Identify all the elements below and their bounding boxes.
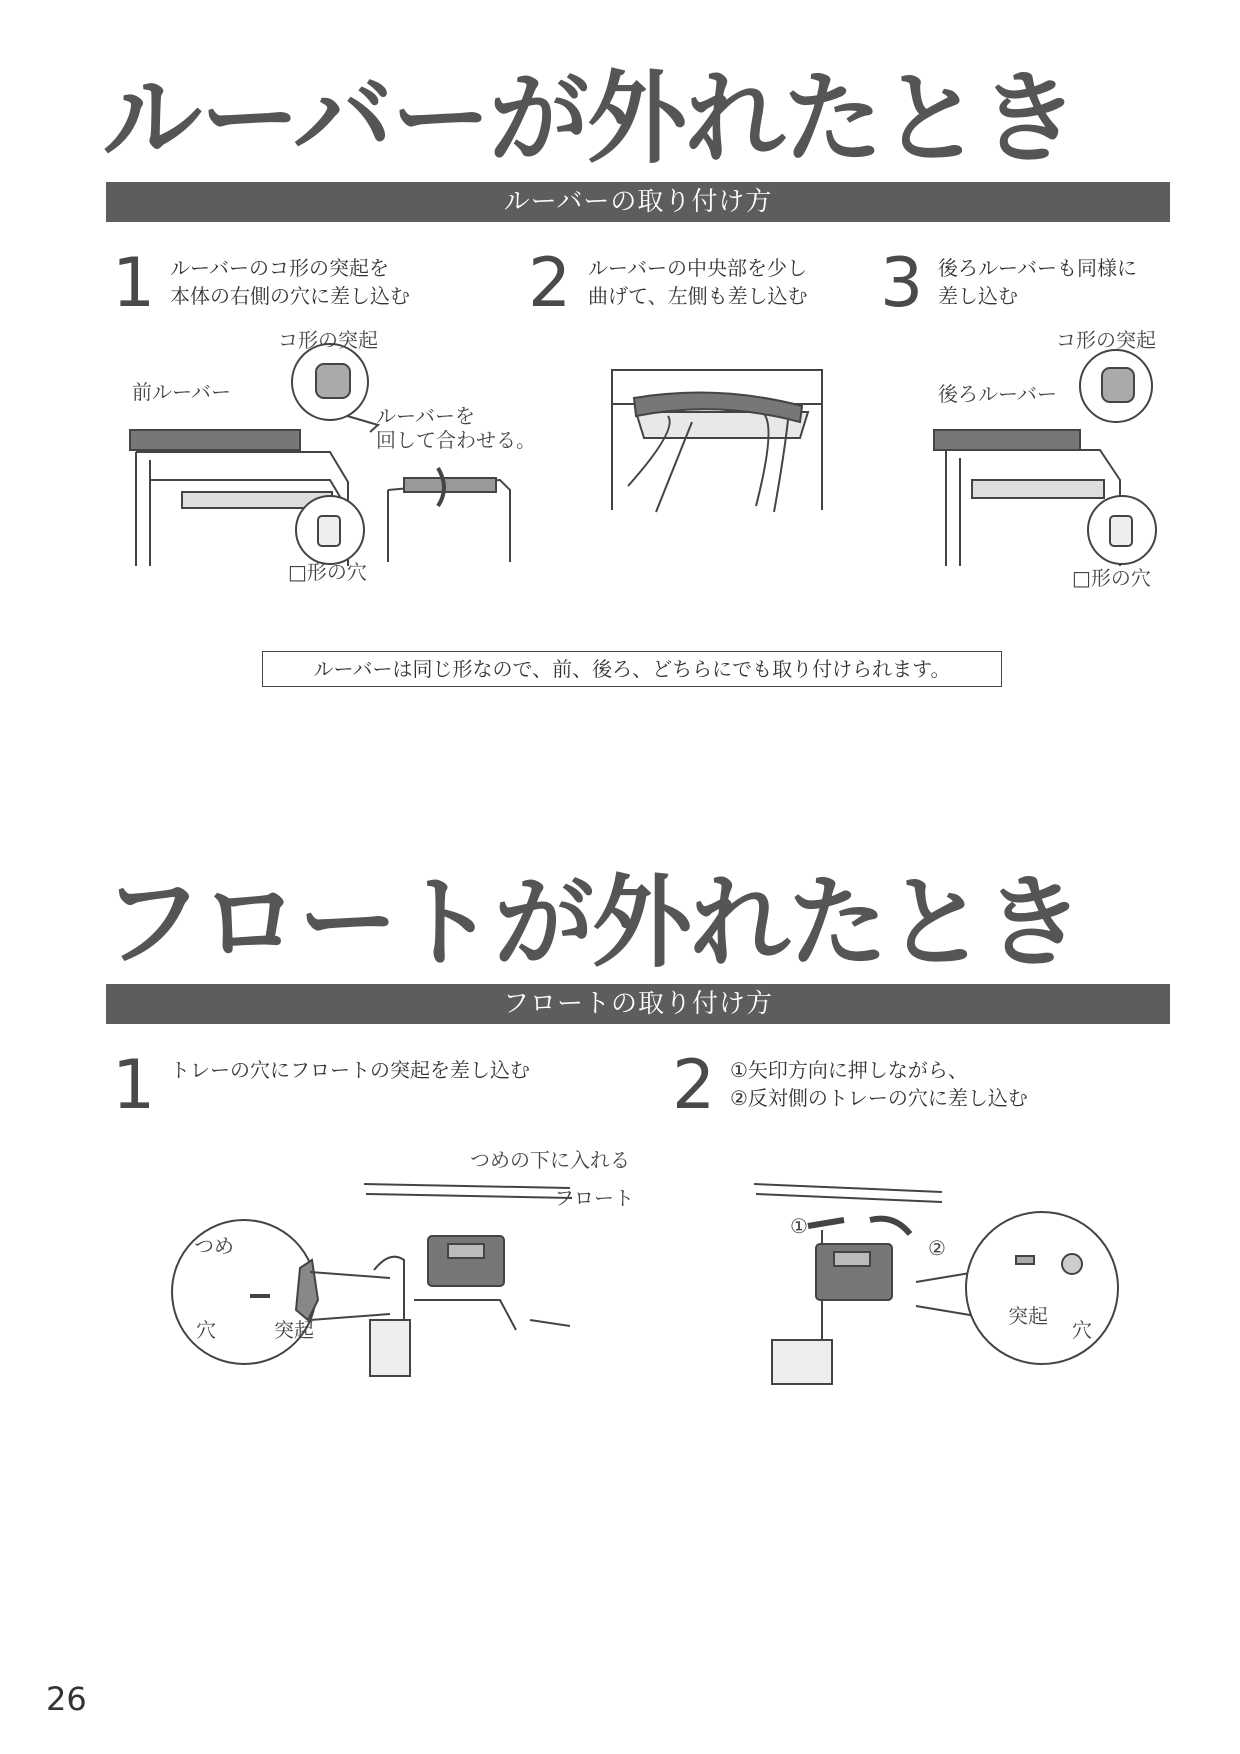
claw-under-label: つめの下に入れる [470, 1148, 630, 1172]
step-number: 1 [112, 1046, 156, 1125]
louver-step1-illustration [120, 330, 540, 590]
step-text: 後ろルーバーも同様に 差し込む [938, 256, 1137, 308]
section1-title: ルーバーが外れたとき [102, 60, 1077, 177]
step3-protrusion-label: コ形の突起 [1056, 328, 1156, 352]
hole2-label: 穴 [1072, 1318, 1092, 1342]
step3-hole-label: □形の穴 [1072, 566, 1151, 590]
step1-rotate-label: ルーバーを 回して合わせる。 [376, 404, 536, 452]
float-step2-illustration [752, 1180, 1142, 1390]
step1-front-louver-label: 前ルーバー [132, 380, 231, 404]
louver-step3-illustration [930, 330, 1170, 590]
step-text: ルーバーの中央部を少し 曲げて、左側も差し込む [588, 256, 808, 308]
louver-step2-illustration [588, 366, 828, 516]
step-text: ①矢印方向に押しながら、 ②反対側のトレーの穴に差し込む [730, 1058, 1028, 1110]
marker-2: ② [928, 1236, 946, 1260]
step-number: 1 [112, 244, 156, 323]
step-text: トレーの穴にフロートの突起を差し込む [170, 1058, 530, 1082]
section2-title: フロートが外れたとき [102, 864, 1082, 981]
protrusion-label: 突起 [274, 1318, 314, 1342]
louver-note: ルーバーは同じ形なので、前、後ろ、どちらにでも取り付けられます。 [262, 651, 1002, 687]
marker-1: ① [790, 1214, 808, 1238]
step-text: ルーバーのコ形の突起を 本体の右側の穴に差し込む [170, 256, 410, 308]
section2-subtitle-bar: フロートの取り付け方 [106, 984, 1170, 1024]
hole-label: 穴 [196, 1318, 216, 1342]
float-step1-illustration [170, 1180, 590, 1380]
claw-label: つめ [194, 1234, 234, 1258]
float-label: フロート [554, 1186, 634, 1210]
step-number: 3 [880, 244, 924, 323]
section1-subtitle-bar: ルーバーの取り付け方 [106, 182, 1170, 222]
step3-rear-louver-label: 後ろルーバー [938, 382, 1057, 406]
protrusion2-label: 突起 [1008, 1304, 1048, 1328]
page-number: 26 [46, 1680, 87, 1718]
step-number: 2 [672, 1046, 716, 1125]
step1-hole-label: □形の穴 [288, 560, 367, 584]
step1-protrusion-label: コ形の突起 [278, 328, 378, 352]
step-number: 2 [528, 244, 572, 323]
